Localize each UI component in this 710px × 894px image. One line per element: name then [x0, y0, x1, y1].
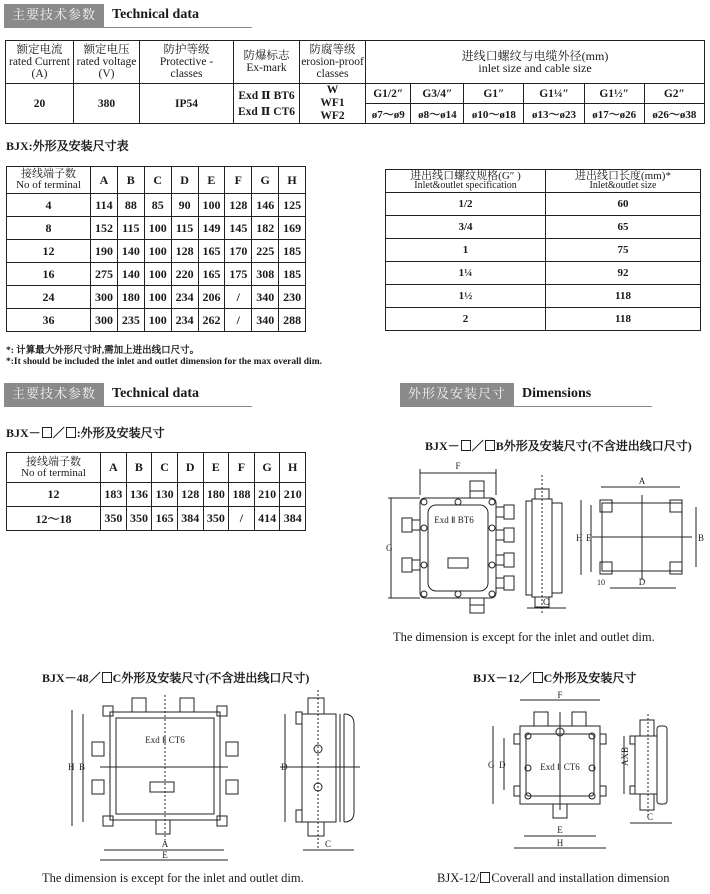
dimension-value: 308: [252, 263, 279, 286]
placeholder-box: [102, 672, 112, 683]
inlet-spec: 1½: [386, 285, 546, 308]
drawing-48-caption: The dimension is except for the inlet and outlet dim.: [42, 871, 304, 885]
value-exmark: Exd Ⅱ BT6 Exd Ⅱ CT6: [234, 84, 300, 124]
column-header: C: [152, 453, 178, 483]
inlet-spec: 1¼: [386, 262, 546, 285]
dimension-value: 206: [198, 286, 225, 309]
inlet-size: 75: [546, 239, 701, 262]
drawing-b-title: BJX－ ／ B外形及安装尺寸(不含进出线口尺寸): [425, 439, 692, 453]
bjx-table-title: BJX:外形及安装尺寸表: [6, 139, 129, 153]
dim-label-d: D: [499, 760, 506, 770]
ex-mark-label: Exd Ⅱ BT6: [434, 515, 474, 525]
header-protective: 防护等级 Protective - classes: [140, 41, 234, 84]
terminal-count: 4: [7, 194, 91, 217]
dim-label-b: B: [79, 762, 86, 772]
column-header: F: [229, 453, 255, 483]
table-row: [7, 483, 306, 507]
dimension-value: 165: [152, 507, 178, 531]
cable-size: ø17～ø26: [584, 104, 644, 124]
cable-size: ø10～ø18: [464, 104, 524, 124]
column-header: F: [225, 167, 252, 194]
header-inlet-spec: 进出线口螺纹规格(G″ ) Inlet&outlet specification: [386, 170, 546, 193]
spec-table-values: [5, 83, 705, 124]
inlet-size: 118: [546, 308, 701, 331]
inlet-spec: 2: [386, 308, 546, 331]
note-en: *:It should be included the inlet and outlet dimension for the max overall dim.: [6, 357, 322, 367]
inlet-spec: 1/2: [386, 193, 546, 216]
column-header: G: [254, 453, 280, 483]
dimension-value: 88: [117, 194, 144, 217]
dim-label-h: H: [68, 762, 75, 772]
dimension-value: 165: [198, 240, 225, 263]
dimension-value: 275: [91, 263, 118, 286]
header-erosion: 防腐等级 erosion-proof classes: [300, 41, 366, 84]
dim-label-10: 10: [597, 578, 605, 587]
dim-label-d: D: [281, 762, 288, 772]
dimension-value: 262: [198, 309, 225, 332]
dimension-value: 234: [171, 286, 198, 309]
placeholder-box: [480, 872, 490, 883]
dimension-value: 149: [198, 217, 225, 240]
dimension-value: 100: [144, 286, 171, 309]
dimension-value: 100: [198, 194, 225, 217]
dimension-value: 165: [198, 263, 225, 286]
dim-label-f: F: [455, 461, 461, 471]
dimension-value: 100: [144, 263, 171, 286]
column-header: H: [279, 167, 306, 194]
dim-label-e: E: [162, 850, 168, 860]
dimension-value: 300: [91, 286, 118, 309]
drawing-12-title: BJX－12／ C外形及安装尺寸: [473, 671, 637, 685]
note-cn: *: 计算最大外形尺寸时,需加上进出线口尺寸。: [6, 346, 200, 356]
thread-size: G1″: [464, 84, 524, 104]
dimension-value: 146: [252, 194, 279, 217]
column-header: E: [203, 453, 229, 483]
column-header: A: [91, 167, 118, 194]
dimension-value: 145: [225, 217, 252, 240]
inlet-spec: 3/4: [386, 216, 546, 239]
table-row: [386, 262, 701, 285]
dimension-value: 183: [101, 483, 127, 507]
header-inlet: 进线口螺纹与电缆外径(mm) inlet size and cable size: [366, 41, 705, 84]
cable-size: ø26～ø38: [644, 104, 704, 124]
dimension-value: 350: [126, 507, 152, 531]
dimension-value: 230: [279, 286, 306, 309]
inlet-size: 60: [546, 193, 701, 216]
column-header: H: [280, 453, 306, 483]
drawing-b-caption: The dimension is except for the inlet and outlet dim.: [393, 630, 655, 644]
value-current: 20: [6, 84, 74, 124]
dimension-value: 170: [225, 240, 252, 263]
dimension-value: 190: [91, 240, 118, 263]
dimension-value: 114: [91, 194, 118, 217]
dimension-value: /: [225, 309, 252, 332]
section-header-cn: 主要技术参数: [4, 383, 104, 407]
dimension-value: 340: [252, 286, 279, 309]
column-header: E: [198, 167, 225, 194]
thread-size: G3/4″: [411, 84, 464, 104]
dimension-value: 128: [225, 194, 252, 217]
dimension-value: /: [229, 507, 255, 531]
header-terminal: 接线端子数 No of terminal: [7, 167, 91, 194]
dimension-value: 235: [117, 309, 144, 332]
dimension-value: 350: [203, 507, 229, 531]
dimension-value: 128: [171, 240, 198, 263]
dimension-value: 140: [117, 240, 144, 263]
dimension-value: 225: [252, 240, 279, 263]
table-row: [386, 285, 701, 308]
dimension-value: 220: [171, 263, 198, 286]
drawing-bjx-48: [40, 690, 360, 865]
terminal-count: 12: [7, 483, 101, 507]
drawing-48-title: BJX－48／ C外形及安装尺寸(不含进出线口尺寸): [42, 671, 310, 685]
dimension-value: 169: [279, 217, 306, 240]
dimension-value: 210: [280, 483, 306, 507]
dimension-value: 350: [101, 507, 127, 531]
dim-label-c: C: [646, 812, 654, 822]
table-row: [386, 193, 701, 216]
cable-glands: [402, 481, 514, 613]
bjx2-dimension-table: [6, 452, 306, 531]
table-row: [7, 309, 306, 332]
inlet-size: 118: [546, 285, 701, 308]
section-header-dimensions: [400, 383, 652, 407]
ex-mark-label: Exd Ⅱ CT6: [145, 735, 185, 745]
dimension-value: 384: [177, 507, 203, 531]
placeholder-box: [533, 672, 543, 683]
column-header: B: [117, 167, 144, 194]
bjx2-table-title: BJX－ ／ :外形及安装尺寸: [6, 426, 165, 440]
dimension-value: 175: [225, 263, 252, 286]
header-exmark: 防爆标志 Ex-mark: [234, 41, 300, 84]
value-protective: IP54: [140, 84, 234, 124]
dim-label-g: G: [488, 760, 495, 770]
header-inlet-size: 进出线口长度(mm)* Inlet&outlet size: [546, 170, 701, 193]
dim-label-g: G: [386, 543, 393, 553]
drawing-bjx-12: [460, 690, 710, 855]
column-header: C: [144, 167, 171, 194]
inlet-size: 65: [546, 216, 701, 239]
table-row: [386, 308, 701, 331]
dimension-value: 340: [252, 309, 279, 332]
value-voltage: 380: [74, 84, 140, 124]
column-header: A: [101, 453, 127, 483]
table-row: [7, 240, 306, 263]
terminal-count: 16: [7, 263, 91, 286]
dim-label-f: F: [557, 690, 563, 700]
dimension-value: 100: [144, 217, 171, 240]
dim-label-a: A: [161, 839, 169, 849]
section-header-technical-data: [4, 4, 252, 28]
thread-size: G1/2″: [366, 84, 411, 104]
placeholder-box: [461, 440, 471, 451]
dimension-value: 140: [117, 263, 144, 286]
dimension-value: 300: [91, 309, 118, 332]
enclosure-front: [420, 498, 496, 598]
table-row: [7, 263, 306, 286]
dimension-value: 100: [144, 240, 171, 263]
section-header-en: Technical data: [104, 4, 252, 28]
bolt-holes: [421, 499, 495, 597]
dimension-value: 188: [229, 483, 255, 507]
dim-label-h: H: [576, 533, 583, 543]
bjx-dimension-table: [6, 166, 306, 332]
cable-size: ø13～ø23: [524, 104, 584, 124]
ex-mark-label: Exd Ⅱ CT6: [540, 762, 580, 772]
dimension-value: 180: [117, 286, 144, 309]
dimension-value: 115: [171, 217, 198, 240]
terminal-count: 36: [7, 309, 91, 332]
table-row: [7, 507, 306, 531]
dimension-value: 136: [126, 483, 152, 507]
section-header-en: Technical data: [104, 383, 252, 407]
dim-label-axb: AXB: [620, 746, 630, 766]
dim-label-b: B: [698, 533, 705, 543]
placeholder-box: [485, 440, 495, 451]
dimension-value: 128: [177, 483, 203, 507]
inlet-spec: 1: [386, 239, 546, 262]
table-row: [7, 217, 306, 240]
placeholder-box: [42, 427, 52, 438]
dim-label-a: A: [638, 476, 646, 486]
dimension-value: 185: [279, 240, 306, 263]
dim-label-e: E: [586, 533, 592, 543]
cable-size: ø7～ø9: [366, 104, 411, 124]
dim-label-e: E: [557, 825, 563, 835]
dimension-value: /: [225, 286, 252, 309]
dim-label-d: D: [638, 577, 646, 587]
section-header-en: Dimensions: [514, 383, 652, 407]
column-header: D: [177, 453, 203, 483]
drawing-bjx-b: [380, 455, 710, 615]
terminal-count: 12～18: [7, 507, 101, 531]
dimension-value: 90: [171, 194, 198, 217]
dim-label-c: C: [324, 839, 332, 849]
table-row: [7, 194, 306, 217]
dimension-value: 210: [254, 483, 280, 507]
header-voltage: 额定电压 rated voltage (V): [74, 41, 140, 84]
terminal-count: 8: [7, 217, 91, 240]
dimension-value: 85: [144, 194, 171, 217]
header-terminal: 接线端子数 No of terminal: [7, 453, 101, 483]
cable-size: ø8～ø14: [411, 104, 464, 124]
dim-label-c: C: [542, 597, 550, 607]
drawing-12-caption: BJX-12/ Coverall and installation dimension: [437, 871, 670, 885]
column-header: D: [171, 167, 198, 194]
section-header-technical-data-2: [4, 383, 252, 407]
thread-size: G2″: [644, 84, 704, 104]
spec-table: [5, 40, 705, 84]
dim-label-h: H: [556, 838, 564, 848]
dimension-value: 384: [280, 507, 306, 531]
section-header-cn: 外形及安装尺寸: [400, 383, 514, 407]
placeholder-box: [66, 427, 76, 438]
thread-size: G1¼″: [524, 84, 584, 104]
column-header: B: [126, 453, 152, 483]
inlet-table: [385, 169, 701, 331]
table-row: [7, 286, 306, 309]
terminal-count: 24: [7, 286, 91, 309]
dimension-value: 180: [203, 483, 229, 507]
dimension-value: 152: [91, 217, 118, 240]
dimension-value: 115: [117, 217, 144, 240]
column-header: G: [252, 167, 279, 194]
table-row: [386, 239, 701, 262]
thread-size: G1½″: [584, 84, 644, 104]
value-erosion: W WF1 WF2: [300, 84, 366, 124]
dimension-value: 182: [252, 217, 279, 240]
dimension-value: 130: [152, 483, 178, 507]
dimension-value: 288: [279, 309, 306, 332]
dimension-value: 125: [279, 194, 306, 217]
dimension-value: 185: [279, 263, 306, 286]
header-current: 额定电流 rated Current (A): [6, 41, 74, 84]
dimension-value: 100: [144, 309, 171, 332]
dimension-value: 414: [254, 507, 280, 531]
inlet-size: 92: [546, 262, 701, 285]
terminal-count: 12: [7, 240, 91, 263]
section-header-cn: 主要技术参数: [4, 4, 104, 28]
table-row: [386, 216, 701, 239]
dimension-value: 234: [171, 309, 198, 332]
